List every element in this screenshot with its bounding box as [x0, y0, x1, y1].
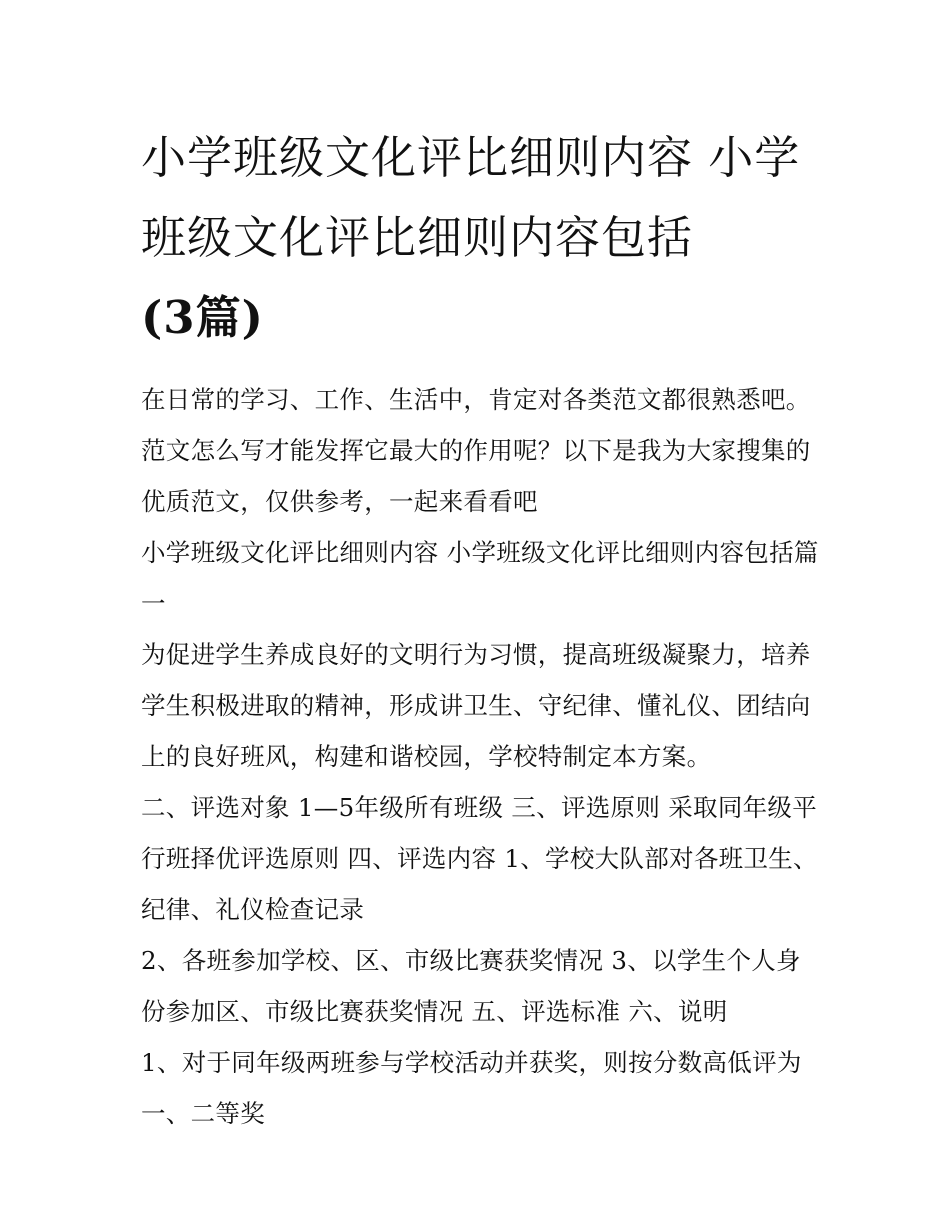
- criteria-paragraph: 二、评选对象 1—5年级所有班级 三、评选原则 采取同年级平行班择优评选原则 四、评选内容 1、学校大队部对各班卫生、纪律、礼仪检查记录: [141, 793, 818, 924]
- note-paragraph: 1、对于同年级两班参与学校活动并获奖，则按分数高低评为一、二等奖: [141, 1048, 802, 1128]
- document-title-text: 小学班级文化评比细则内容 小学班级文化评比细则内容包括: [141, 131, 801, 264]
- document-title-count: (3篇): [141, 291, 264, 344]
- purpose-paragraph: 为促进学生养成良好的文明行为习惯，提高班级凝聚力，培养学生积极进取的精神，形成讲卫生、守纪律、懂礼仪、团结向上的良好班风，构建和谐校园，学校特制定本方案。: [141, 640, 811, 771]
- document-body: [141, 374, 821, 1139]
- intro-paragraph: 在日常的学习、工作、生活中，肯定对各类范文都很熟悉吧。范文怎么写才能发挥它最大的作用呢？以下是我为大家搜集的优质范文，仅供参考，一起来看看吧: [141, 385, 811, 516]
- awards-paragraph: 2、各班参加学校、区、市级比赛获奖情况 3、以学生个人身份参加区、市级比赛获奖情况 五、评选标准 六、说明: [141, 946, 801, 1026]
- section-heading: 小学班级文化评比细则内容 小学班级文化评比细则内容包括篇一: [141, 538, 819, 618]
- document-page: [141, 118, 821, 1139]
- document-title: [141, 118, 821, 358]
